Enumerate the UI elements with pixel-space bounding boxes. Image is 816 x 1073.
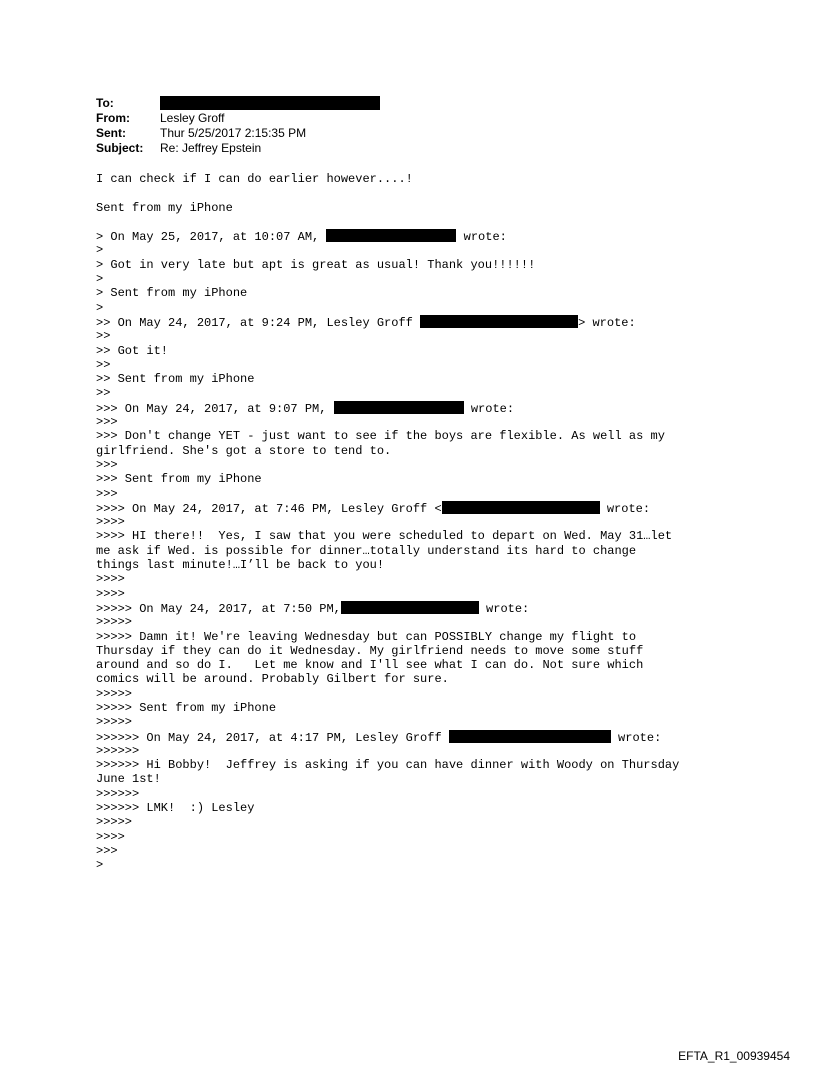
line-text: wrote:	[463, 401, 515, 416]
body-line: >>>>>	[96, 686, 133, 701]
body-line: comics will be around. Probably Gilbert for sure.	[96, 672, 449, 687]
body-line: >>>>>	[96, 615, 133, 630]
body-line: >> Sent from my iPhone	[96, 372, 255, 387]
body-line: around and so do I. Let me know and I'll see what I can do. Not sure which	[96, 658, 644, 673]
body-line	[96, 315, 736, 329]
line-text: >> On May 24, 2017, at 9:24 PM, Lesley Groff	[96, 315, 421, 330]
from-row	[96, 111, 380, 126]
email-body	[96, 172, 736, 873]
body-line: >>	[96, 357, 111, 372]
body-line: >>>>	[96, 515, 125, 530]
line-text: >>>> On May 24, 2017, at 7:46 PM, Lesley Groff <	[96, 501, 442, 516]
sent-row	[96, 126, 380, 141]
body-line: >>>>>> Hi Bobby! Jeffrey is asking if you can have dinner with Woody on Thursday	[96, 758, 680, 773]
redaction-bar	[420, 315, 578, 328]
subject-label: Subject:	[96, 141, 144, 155]
redaction-bar	[341, 601, 479, 614]
body-line	[96, 401, 736, 415]
sent-value: Thur 5/25/2017 2:15:35 PM	[160, 126, 307, 140]
body-line: >	[96, 243, 104, 258]
body-line: >>>>	[96, 572, 125, 587]
body-line	[96, 501, 736, 515]
body-line: >	[96, 272, 104, 287]
line-text: > On May 25, 2017, at 10:07 AM,	[96, 230, 327, 245]
body-line	[96, 730, 736, 744]
line-text: wrote:	[478, 601, 530, 616]
body-line: >>>>> Damn it! We're leaving Wednesday but can POSSIBLY change my flight to	[96, 629, 637, 644]
body-line: >>	[96, 386, 111, 401]
body-line: >>>>>	[96, 815, 133, 830]
body-line: Sent from my iPhone	[96, 200, 233, 215]
body-line: >>>>	[96, 586, 125, 601]
email-header	[96, 96, 380, 156]
body-line: >>> Don't change YET - just want to see if the boys are flexible. As well as my	[96, 429, 665, 444]
redaction-bar	[326, 229, 456, 242]
redaction-bar	[442, 501, 600, 514]
line-text: wrote:	[599, 501, 651, 516]
body-line: I can check if I can do earlier however....!	[96, 172, 413, 186]
line-text: >>> On May 24, 2017, at 9:07 PM,	[96, 401, 334, 416]
body-line: >>>>>	[96, 715, 133, 730]
subject-value: Re: Jeffrey Epstein	[160, 141, 262, 155]
body-line: > Sent from my iPhone	[96, 286, 248, 301]
body-line: things last minute!…I’ll be back to you!	[96, 558, 385, 573]
body-line: >>>>>> LMK! :) Lesley	[96, 801, 255, 816]
redaction-bar	[334, 401, 464, 414]
body-line: >>	[96, 329, 111, 344]
body-line: >>>>>>	[96, 786, 140, 801]
body-line: girlfriend. She's got a store to tend to.	[96, 443, 392, 458]
body-line	[96, 601, 736, 615]
redaction-bar	[449, 730, 611, 743]
body-line	[96, 229, 736, 243]
subject-row	[96, 141, 380, 156]
sent-label: Sent:	[96, 126, 126, 140]
body-line: >>>	[96, 457, 118, 472]
to-row	[96, 96, 380, 111]
line-text: >>>>>> On May 24, 2017, at 4:17 PM, Lesley Groff	[96, 730, 449, 745]
body-line: >>>>> Sent from my iPhone	[96, 700, 277, 715]
body-line: >>> Sent from my iPhone	[96, 472, 262, 487]
from-value: Lesley Groff	[160, 111, 225, 125]
body-line: >>>	[96, 415, 118, 430]
body-line: June 1st!	[96, 772, 161, 787]
to-label: To:	[96, 96, 114, 110]
line-text: >>>>> On May 24, 2017, at 7:50 PM,	[96, 601, 341, 616]
body-line: >> Got it!	[96, 343, 169, 358]
from-label: From:	[96, 111, 130, 125]
body-line: Thursday if they can do it Wednesday. My girlfriend needs to move some stuff	[96, 643, 644, 658]
body-line: >>>>	[96, 829, 125, 844]
body-line: > Got in very late but apt is great as usual! Thank you!!!!!!	[96, 257, 536, 272]
body-line: >	[96, 858, 104, 873]
body-line: >>>	[96, 486, 118, 501]
line-text: wrote:	[456, 230, 507, 245]
body-line: >>>>>>	[96, 743, 140, 758]
body-line: me ask if Wed. is possible for dinner…totally understand its hard to change	[96, 543, 637, 558]
document-id: EFTA_R1_00939454	[678, 1049, 790, 1063]
line-text: wrote:	[610, 730, 662, 745]
body-line: >	[96, 300, 104, 315]
body-line: >>>> HI there!! Yes, I saw that you were scheduled to depart on Wed. May 31…let	[96, 529, 673, 544]
line-text: > wrote:	[578, 315, 636, 330]
redaction-bar	[160, 96, 380, 110]
body-line: >>>	[96, 843, 118, 858]
